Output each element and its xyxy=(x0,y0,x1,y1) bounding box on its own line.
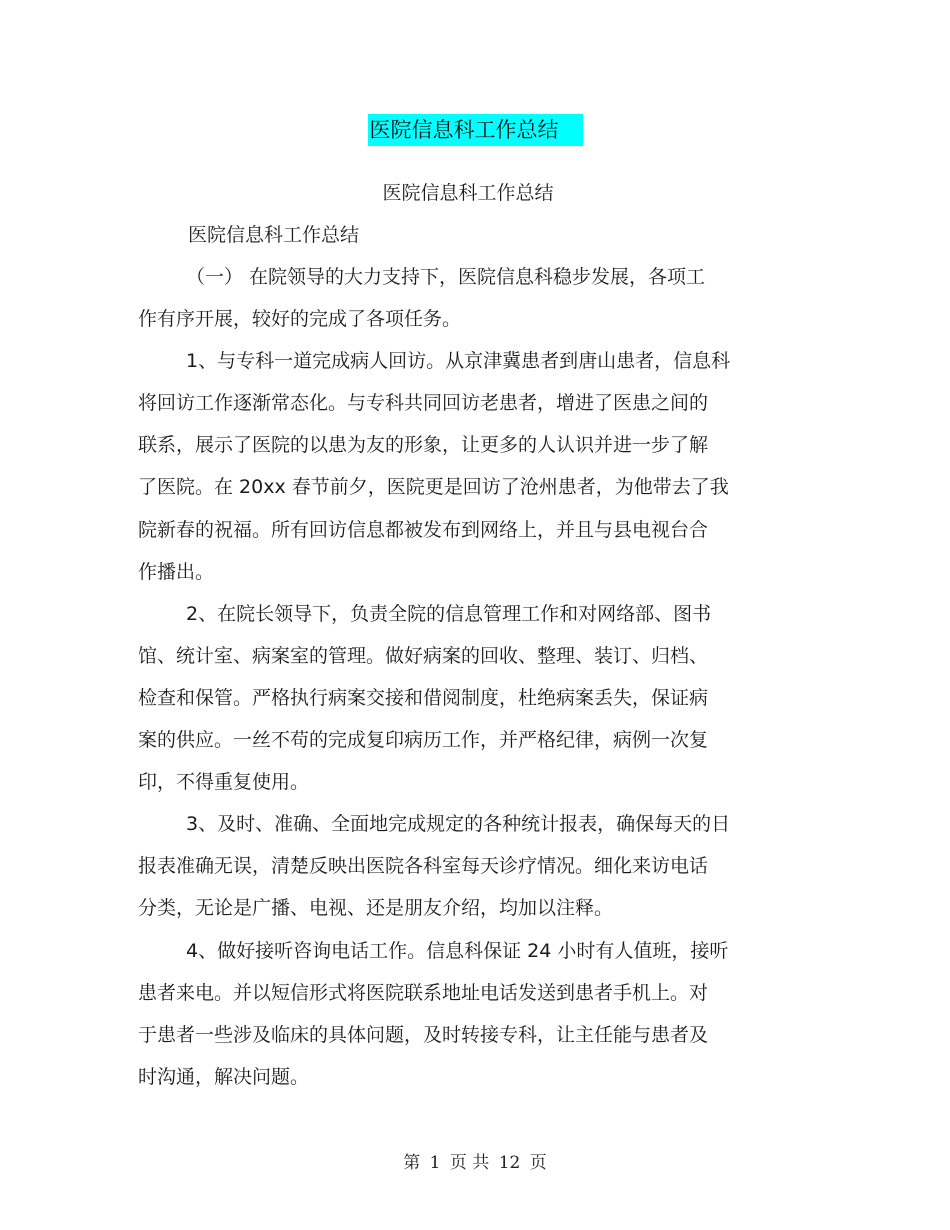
body-line: 分类，无论是广播、电视、还是朋友介绍，均加以注释。 xyxy=(138,897,614,920)
body-line: 联系，展示了医院的以患为友的形象，让更多的人认识并进一步了解 xyxy=(138,434,709,457)
footer-prefix: 第 xyxy=(403,1153,421,1173)
title-wrapper xyxy=(0,114,950,146)
footer-page-number: 1 xyxy=(429,1153,441,1173)
body-line: 检查和保管。严格执行病案交接和借阅制度，杜绝病案丢失，保证病 xyxy=(138,686,709,709)
footer-suffix: 页 xyxy=(529,1153,547,1173)
body-line: （一） 在院领导的大力支持下，医院信息科稳步发展，各项工 xyxy=(186,266,706,288)
body-line: 作有序开展，较好的完成了各项任务。 xyxy=(138,308,462,331)
body-line: 患者来电。并以短信形式将医院联系地址电话发送到患者手机上。对 xyxy=(138,981,709,1004)
document-subtitle: 医院信息科工作总结 xyxy=(382,182,554,204)
page-footer xyxy=(0,1150,950,1176)
body-text xyxy=(138,262,798,1104)
footer-total-pages: 12 xyxy=(498,1153,521,1173)
body-line: 2、在院长领导下，负责全院的信息管理工作和对网络部、图书 xyxy=(186,602,712,625)
body-line: 馆、统计室、病案室的管理。做好病案的回收、整理、装订、归档、 xyxy=(138,644,709,667)
body-line: 作播出。 xyxy=(138,560,215,583)
body-line: 印，不得重复使用。 xyxy=(138,771,310,794)
body-line: 院新春的祝福。所有回访信息都被发布到网络上，并且与县电视台合 xyxy=(138,518,709,541)
footer-middle: 页 共 xyxy=(449,1153,490,1173)
body-line: 案的供应。一丝不苟的完成复印病历工作，并严格纪律，病例一次复 xyxy=(138,729,709,752)
body-line: 将回访工作逐渐常态化。与专科共同回访老患者，增进了医患之间的 xyxy=(138,392,709,415)
body-line: 1、与专科一道完成病人回访。从京津冀患者到唐山患者，信息科 xyxy=(186,350,731,373)
body-line: 于患者一些涉及临床的具体问题，及时转接专科，让主任能与患者及 xyxy=(138,1023,709,1046)
body-line: 3、及时、准确、全面地完成规定的各种统计报表，确保每天的日 xyxy=(186,813,731,836)
body-line: 报表准确无误，清楚反映出医院各科室每天诊疗情况。细化来访电话 xyxy=(138,855,709,878)
body-line: 4、做好接听咨询电话工作。信息科保证 24 小时有人值班，接听 xyxy=(186,939,729,962)
body-line: 了医院。在 20xx 春节前夕，医院更是回访了沧州患者，为他带去了我 xyxy=(138,476,729,499)
body-line: 时沟通，解决问题。 xyxy=(138,1065,310,1088)
section-heading: 医院信息科工作总结 xyxy=(188,224,360,246)
document-title: 医院信息科工作总结 xyxy=(368,114,583,146)
